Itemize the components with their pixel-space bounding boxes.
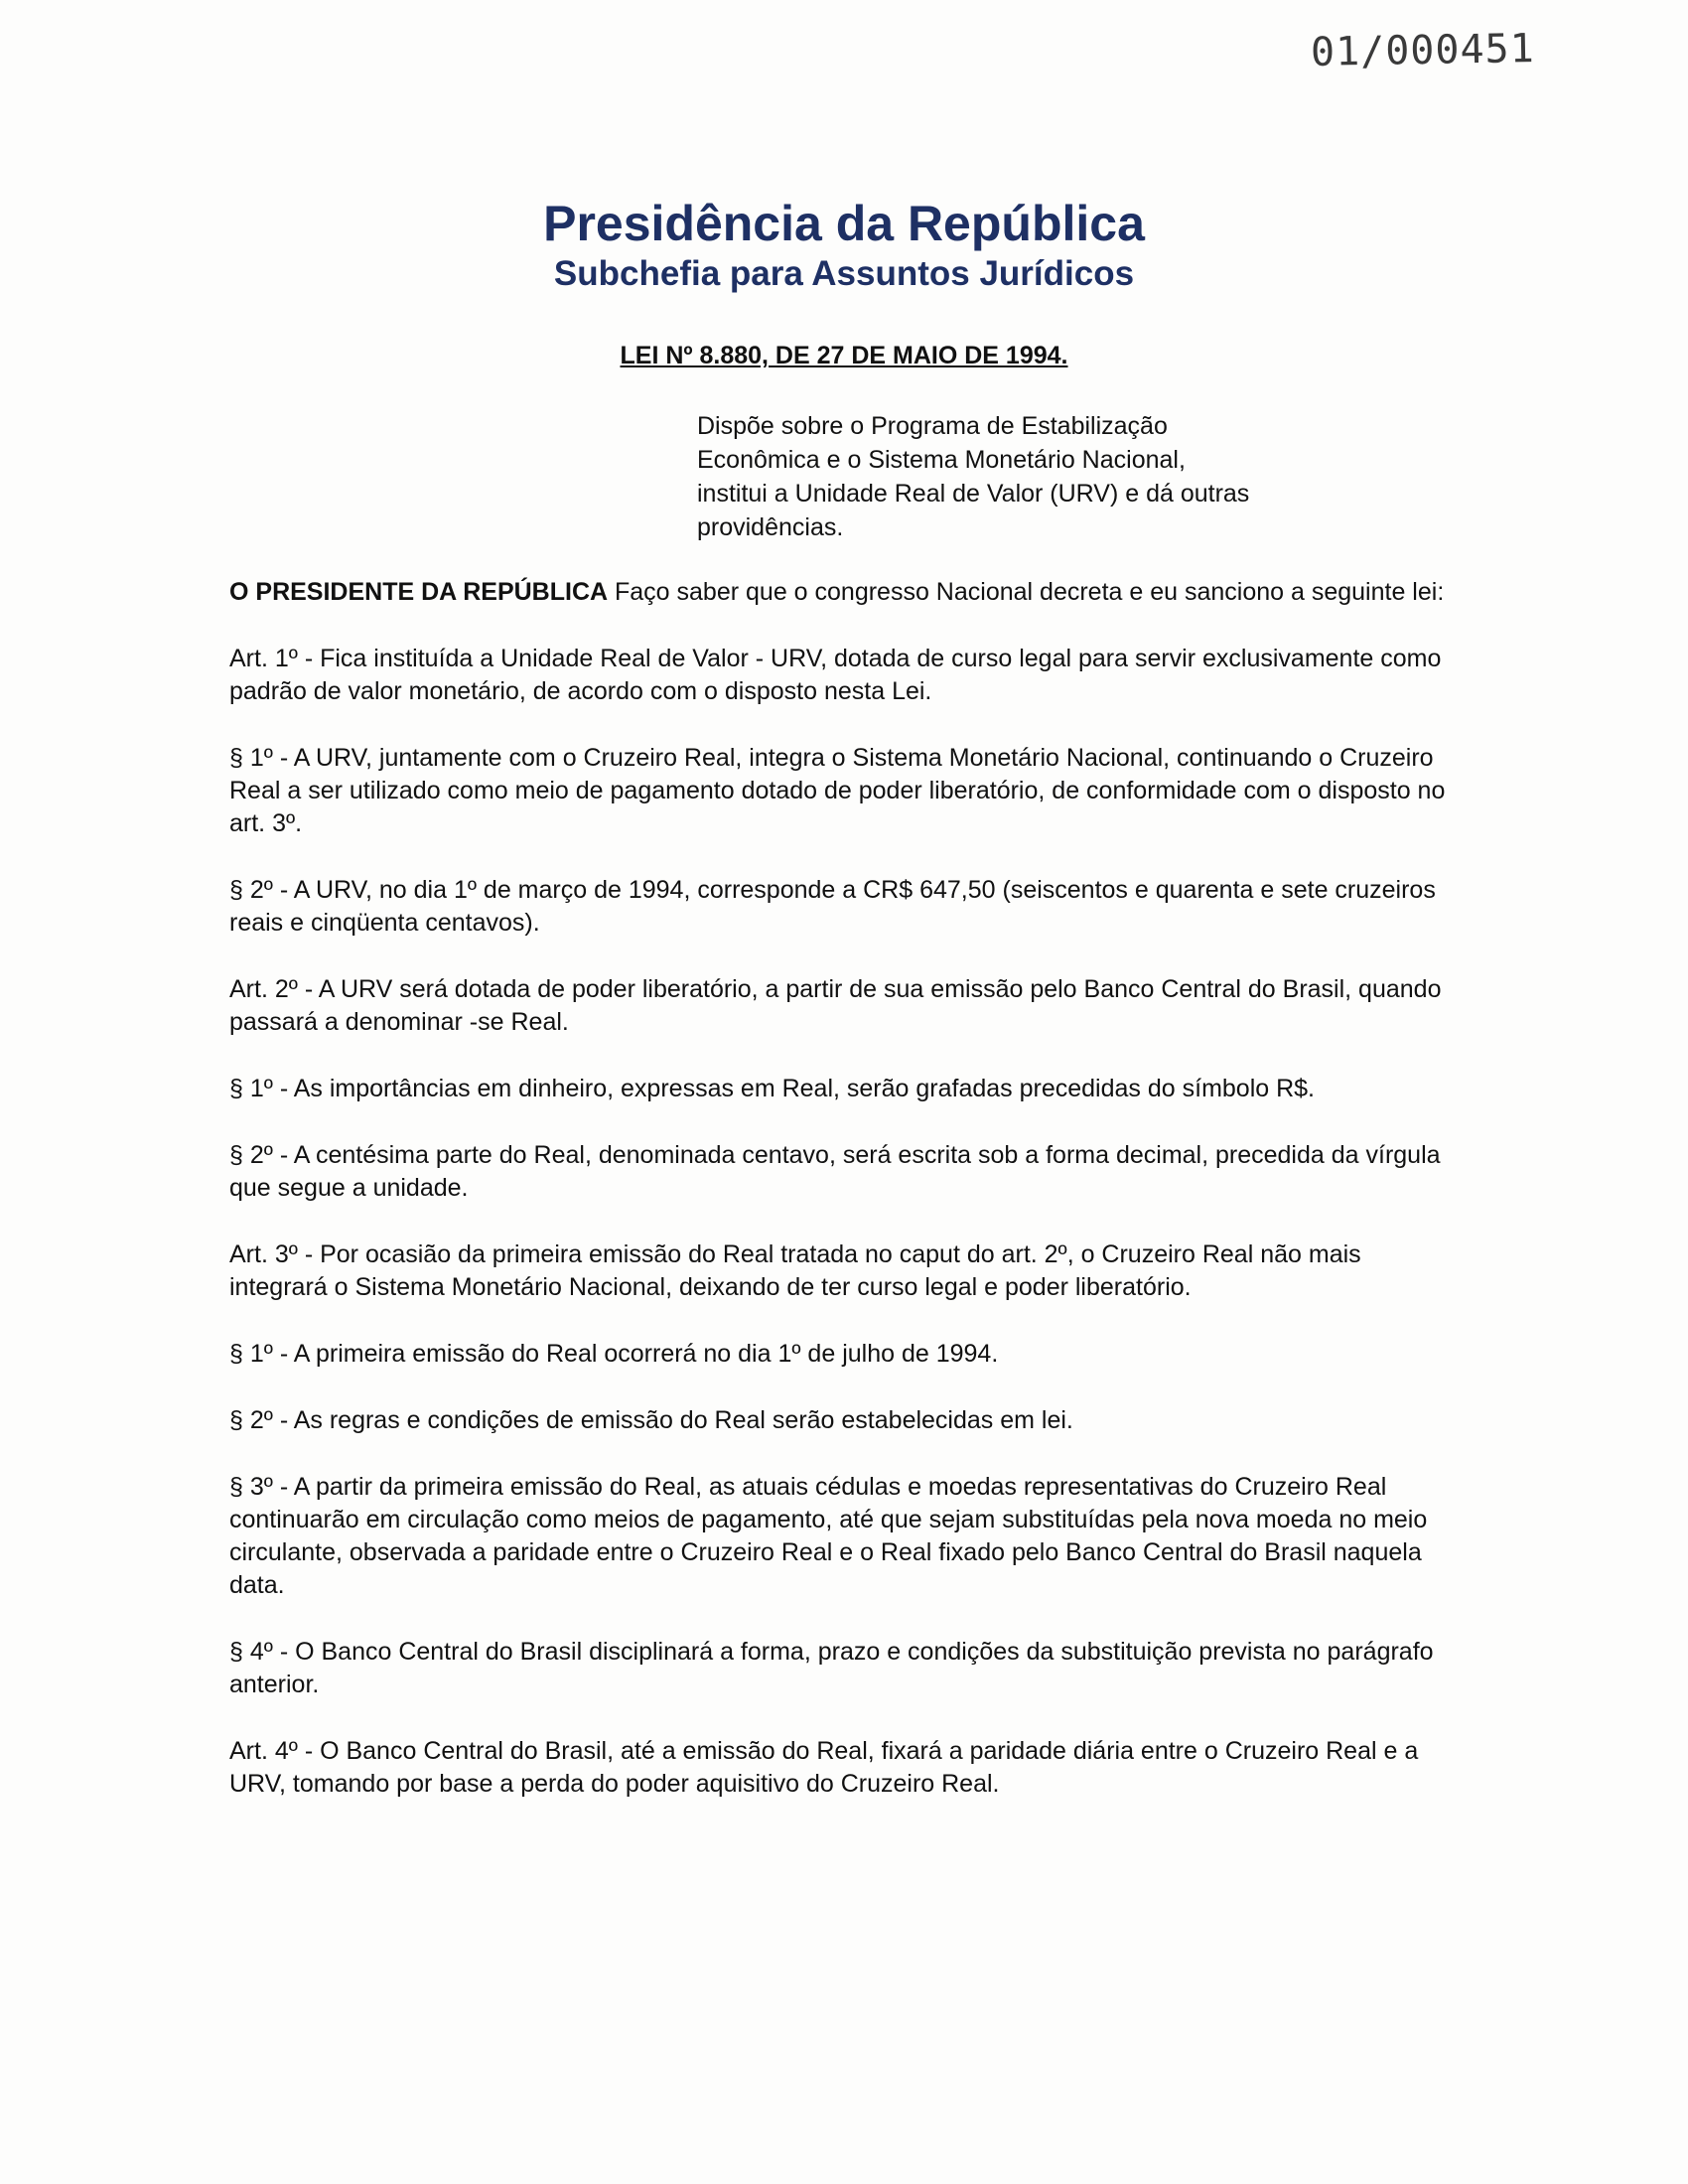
- enactment-authority: O PRESIDENTE DA REPÚBLICA: [229, 578, 609, 606]
- law-body: [229, 576, 1461, 1834]
- law-summary: Dispõe sobre o Programa de Estabilização Econômica e o Sistema Monetário Nacional, institui a Unidade Real de Valor (URV) e dá outras providências.: [697, 412, 1250, 541]
- handwritten-page-number: 01/000451: [1310, 26, 1536, 75]
- article-2-paragraph-2: § 2º - A centésima parte do Real, denominada centavo, será escrita sob a forma decimal, precedida da vírgula que segue a unidade.: [229, 1141, 1441, 1202]
- law-title: LEI Nº 8.880, DE 27 DE MAIO DE 1994.: [620, 342, 1068, 369]
- article-4: Art. 4º - O Banco Central do Brasil, até a emissão do Real, fixará a paridade diária entre o Cruzeiro Real e a URV, tomando por base a perda do poder aquisitivo do Cruzeiro Real.: [229, 1737, 1419, 1798]
- article-1-paragraph-1: § 1º - A URV, juntamente com o Cruzeiro Real, integra o Sistema Monetário Nacional, continuando o Cruzeiro Real a ser utilizado como meio de pagamento dotado de poder liberatório, de conformidade com o disposto no art. 3º.: [229, 744, 1446, 837]
- article-3: Art. 3º - Por ocasião da primeira emissão do Real tratada no caput do art. 2º, o Cruzeiro Real não mais integrará o Sistema Monetário Nacional, deixando de ter curso legal e poder liberatório.: [229, 1240, 1361, 1301]
- article-3-paragraph-1: § 1º - A primeira emissão do Real ocorrerá no dia 1º de julho de 1994.: [229, 1340, 999, 1368]
- article-3-paragraph-4: § 4º - O Banco Central do Brasil disciplinará a forma, prazo e condições da substituição prevista no parágrafo anterior.: [229, 1638, 1434, 1698]
- article-2: Art. 2º - A URV será dotada de poder liberatório, a partir de sua emissão pelo Banco Central do Brasil, quando passará a denominar -se Real.: [229, 975, 1442, 1036]
- article-3-paragraph-3: § 3º - A partir da primeira emissão do Real, as atuais cédulas e moedas representativas do Cruzeiro Real continuarão em circulação como meios de pagamento, até que sejam substituídas pela nova moeda no meio circulante, observada a paridade entre o Cruzeiro Real e o Real fixado pelo Banco Central do Brasil naquela data.: [229, 1473, 1428, 1599]
- page-subtitle: Subchefia para Assuntos Jurídicos: [553, 254, 1135, 293]
- article-1: Art. 1º - Fica instituída a Unidade Real de Valor - URV, dotada de curso legal para servir exclusivamente como padrão de valor monetário, de acordo com o disposto nesta Lei.: [229, 645, 1442, 705]
- article-3-paragraph-2: § 2º - As regras e condições de emissão do Real serão estabelecidas em lei.: [229, 1406, 1073, 1434]
- document-header: [0, 195, 1688, 296]
- article-2-paragraph-1: § 1º - As importâncias em dinheiro, expressas em Real, serão grafadas precedidas do símbolo R$.: [229, 1075, 1316, 1102]
- enactment-clause: [229, 576, 1461, 609]
- article-1-paragraph-2: § 2º - A URV, no dia 1º de março de 1994, corresponde a CR$ 647,50 (seiscentos e quarenta e sete cruzeiros reais e cinqüenta centavos).: [229, 876, 1436, 937]
- enactment-text: Faço saber que o congresso Nacional decreta e eu sanciono a seguinte lei:: [608, 578, 1445, 606]
- page-title: Presidência da República: [543, 196, 1145, 251]
